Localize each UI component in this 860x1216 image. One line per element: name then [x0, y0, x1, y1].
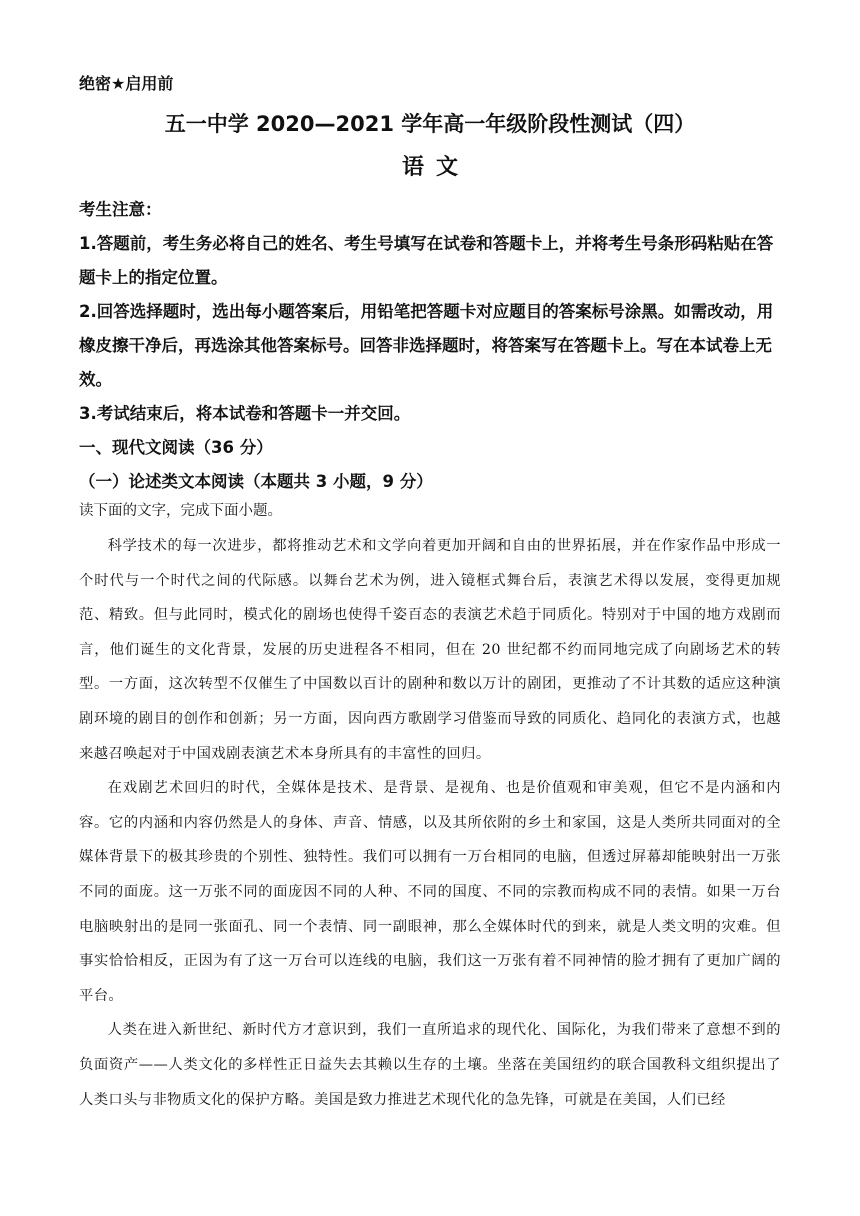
passage-paragraph-1: 科学技术的每一次进步，都将推动艺术和文学向着更加开阔和自由的世界拓展，并在作家作品中形成一个时代与一个时代之间的代际感。以舞台艺术为例，进入镜框式舞台后，表演艺术得以发展，变得更加规范、精致。但与此同时，模式化的剧场也使得千姿百态的表演艺术趋于同质化。特别对于中国的地方戏剧而言，他们诞生的文化背景，发展的历史进程各不相同，但在 20 世纪都不约而同地完成了向剧场艺术的转型。一方面，这次转型不仅催生了中国数以百计的剧种和数以万计的剧团，更推动了不计其数的适应这种演剧环境的剧目的创作和创新；另一方面，因向西方歌剧学习借鉴而导致的同质化、趋同化的表演方式，也越来越召唤起对于中国戏剧表演艺术本身所具有的丰富性的回归。 — [79, 538, 781, 762]
notice-item-2: 2.回答选择题时，选出每小题答案后，用铅笔把答题卡对应题目的答案标号涂黑。如需改动，用橡皮擦干净后，再选涂其他答案标号。回答非选择题时，将答案写在答题卡上。写在本试卷上无效。 — [79, 302, 774, 389]
section-title: 一、现代文阅读（36 分） — [79, 438, 273, 457]
notice-item-3: 3.考试结束后，将本试卷和答题卡一并交回。 — [79, 404, 411, 423]
passage-paragraph-2: 在戏剧艺术回归的时代，全媒体是技术、是背景、是视角、也是价值观和审美观，但它不是内涵和内容。它的内涵和内容仍然是人的身体、声音、情感，以及其所依附的乡土和家国，这是人类所共同面对的全媒体背景下的极其珍贵的个别性、独特性。我们可以拥有一万台相同的电脑，但透过屏幕却能映射出一万张不同的面庞。这一万张不同的面庞因不同的人种、不同的国度、不同的宗教而构成不同的表情。如果一万台电脑映射出的是同一张面孔、同一个表情、同一副眼神，那么全媒体时代的到来，就是人类文明的灾难。但事实恰恰相反，正因为有了这一万台可以连线的电脑，我们这一万张有着不同神情的脸才拥有了更加广阔的平台。 — [79, 780, 781, 1004]
subsection-title: （一）论述类文本阅读（本题共 3 小题，9 分） — [79, 472, 433, 491]
secret-mark: 绝密★启用前 — [79, 74, 174, 93]
reading-instruction: 读下面的文字，完成下面小题。 — [79, 503, 282, 519]
reading-passage — [79, 529, 781, 1117]
exam-title: 五一中学 2020—2021 学年高一年级阶段性测试（四） — [164, 112, 696, 136]
passage-paragraph-3: 人类在进入新世纪、新时代方才意识到，我们一直所追求的现代化、国际化，为我们带来了意想不到的负面资产——人类文化的多样性正日益失去其赖以生存的土壤。坐落在美国纽约的联合国教科文组织提出了人类口头与非物质文化的保护方略。美国是致力推进艺术现代化的急先锋，可就是在美国，人们已经 — [79, 1022, 781, 1108]
subject-title: 语文 — [401, 155, 470, 180]
notice-heading: 考生注意： — [79, 200, 162, 219]
notice-item-1: 1.答题前，考生务必将自己的姓名、考生号填写在试卷和答题卡上，并将考生号条形码粘贴在答题卡上的指定位置。 — [79, 234, 774, 287]
